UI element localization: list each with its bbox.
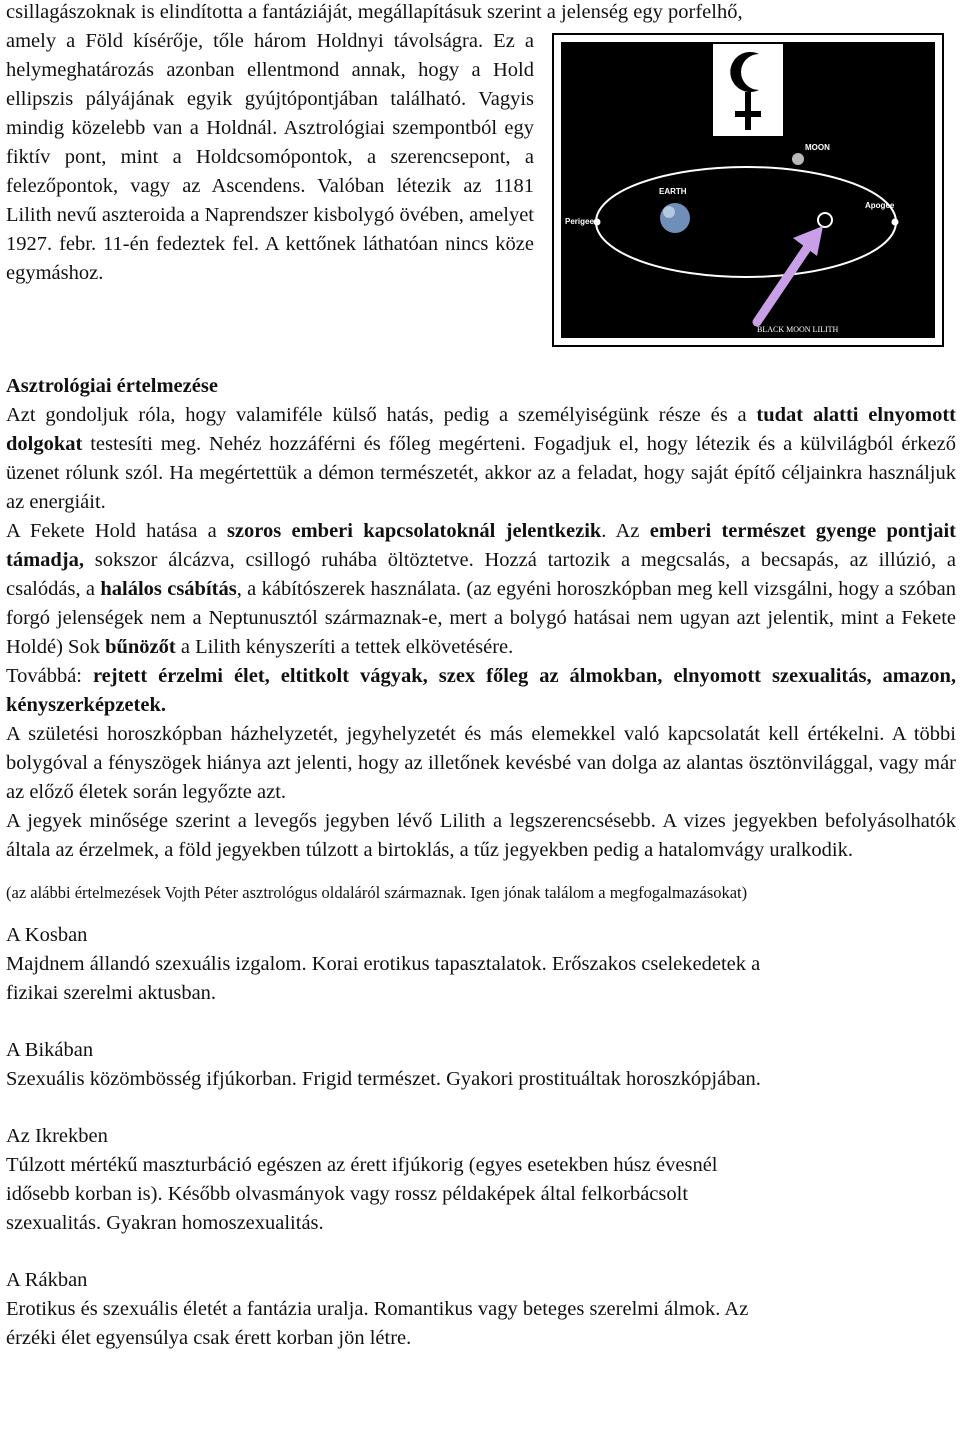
earth-label: EARTH bbox=[659, 187, 687, 196]
interpretation-paragraph-1: Azt gondoljuk róla, hogy valamiféle külső hatás, pedig a személyiségünk része és a tudat alatti elnyomott dolgokat testesíti meg. Nehéz hozzáférni és főleg megérteni. Fogadjuk el, hogy létezik és a külvilágból érkező üzenet rólunk szól. Ha megértettük a démon természetét, akkor az a feladat, hogy saját építő céljainkra használjuk az energiáit. bbox=[6, 404, 956, 513]
sign-title: A Rákban bbox=[6, 1269, 88, 1291]
sign-text-line: fizikai szerelmi aktusban. bbox=[6, 982, 217, 1004]
intro-paragraph: amely a Föld kísérője, tőle három Holdnyi távolságra. Ez a helymeghatározás azonban ellentmond annak, hogy a Hold ellipszis pályájának egyik gyújtópontjában található. Vagyis mindig közelebb van a Holdnál. Asztrológiai szempontból egy fiktív pont, mint a Holdcsomópontok, a szerencsepont, a felezőpontok, vagy az Ascendens. Valóban létezik az 1181 Lilith nevű aszteroida a Naprendszer kisbolygó övében, amelyet 1927. febr. 11-én fedeztek fel. A kettőnek láthatóan nincs köze egymáshoz. bbox=[6, 30, 534, 284]
sign-gemini bbox=[6, 1122, 956, 1238]
interpretation-paragraph-2: A Fekete Hold hatása a szoros emberi kapcsolatoknál jelentkezik. Az emberi természet gyenge pontjait támadja, sokszor álcázva, csillogó ruhába öltöztetve. Hozzá tartozik a megcsalás, a becsapás, az illúzió, a csalódás, a halálos csábítás, a kábítószerek használata. (az egyéni horoszkópban meg kell vizsgálni, hogy a szóban forgó jelenségek nem a Neptunusztól származnak-e, mert a bolygó hatásai nem ugyan azt jelentik, mint a Fekete Holdé) Sok bűnözőt a Lilith kényszeríti a tettek elkövetésére. bbox=[6, 520, 957, 658]
sign-taurus bbox=[6, 1036, 956, 1094]
sign-aries bbox=[6, 921, 956, 1008]
perigee-label: Perigee bbox=[565, 217, 594, 226]
sign-text-line: Túlzott mértékű maszturbáció egészen az érett ifjúkorig (egyes esetekben húsz évesnél bbox=[6, 1154, 718, 1176]
intro-first-line-block bbox=[6, 0, 956, 27]
sign-title: Az Ikrekben bbox=[6, 1125, 108, 1147]
sign-title: A Bikában bbox=[6, 1039, 94, 1061]
sign-title: A Kosban bbox=[6, 924, 88, 946]
lilith-point bbox=[818, 213, 832, 227]
sign-text-line: Erotikus és szexuális életét a fantázia uralja. Romantikus vagy beteges szerelmi álmok. Az bbox=[6, 1298, 749, 1320]
moon-label: MOON bbox=[805, 143, 830, 152]
apogee-label: Apogee bbox=[865, 201, 895, 210]
sign-cancer bbox=[6, 1266, 956, 1353]
interpretation-paragraph-5: A jegyek minősége szerint a levegős jegyben lévő Lilith a legszerencsésebb. A vizes jegyekben befolyásolhatók általa az érzelmek, a föld jegyekben túlzott a birtoklás, a tűz jegyekben pedig a hatalomvágy uralkodik. bbox=[6, 810, 956, 861]
earth-icon bbox=[660, 203, 690, 233]
perigee-point bbox=[594, 219, 601, 226]
source-note: (az alábbi értelmezések Vojth Péter asztrológus oldaláról származnak. Igen jónak találom a megfogalmazásokat) bbox=[6, 883, 748, 902]
intro-first-line: csillagászoknak is elindította a fantáziáját, megállapításuk szerint a jelenség egy porfelhő, bbox=[6, 1, 743, 23]
intro-column bbox=[6, 27, 534, 288]
interpretation-section bbox=[6, 372, 956, 1353]
lilith-diagram-svg bbox=[561, 42, 935, 338]
sign-text-line: idősebb korban is). Később olvasmányok vagy rossz példaképek által felkorbácsolt bbox=[6, 1183, 689, 1205]
lilith-diagram bbox=[552, 33, 944, 347]
sign-text-line: érzéki élet egyensúlya csak érett korban jön létre. bbox=[6, 1327, 412, 1349]
interpretation-paragraph-3: Továbbá: rejtett érzelmi élet, eltitkolt vágyak, szex főleg az álmokban, elnyomott szexualitás, amazon, kényszerképzetek. bbox=[6, 665, 957, 716]
sign-text-line: Majdnem állandó szexuális izgalom. Korai erotikus tapasztalatok. Erőszakos cselekedetek a bbox=[6, 953, 761, 975]
interpretation-paragraph-4: A születési horoszkópban házhelyzetét, jegyhelyzetét és más elemekkel való kapcsolatát kell értékelni. A többi bolygóval a fényszögek hiánya azt jelenti, hogy az illetőnek kevésbé van dolga az alantas ösztönvilággal, vagy már az előző életek során legyőzte azt. bbox=[6, 723, 956, 803]
apogee-point bbox=[892, 219, 899, 226]
lilith-label: BLACK MOON LILITH bbox=[757, 325, 839, 334]
sign-text-line: szexualitás. Gyakran homoszexualitás. bbox=[6, 1212, 324, 1234]
interpretation-heading: Asztrológiai értelmezése bbox=[6, 375, 218, 397]
moon-icon bbox=[792, 153, 804, 165]
sign-text-line: Szexuális közömbösség ifjúkorban. Frigid természet. Gyakori prostituáltak horoszkópjában. bbox=[6, 1068, 761, 1090]
